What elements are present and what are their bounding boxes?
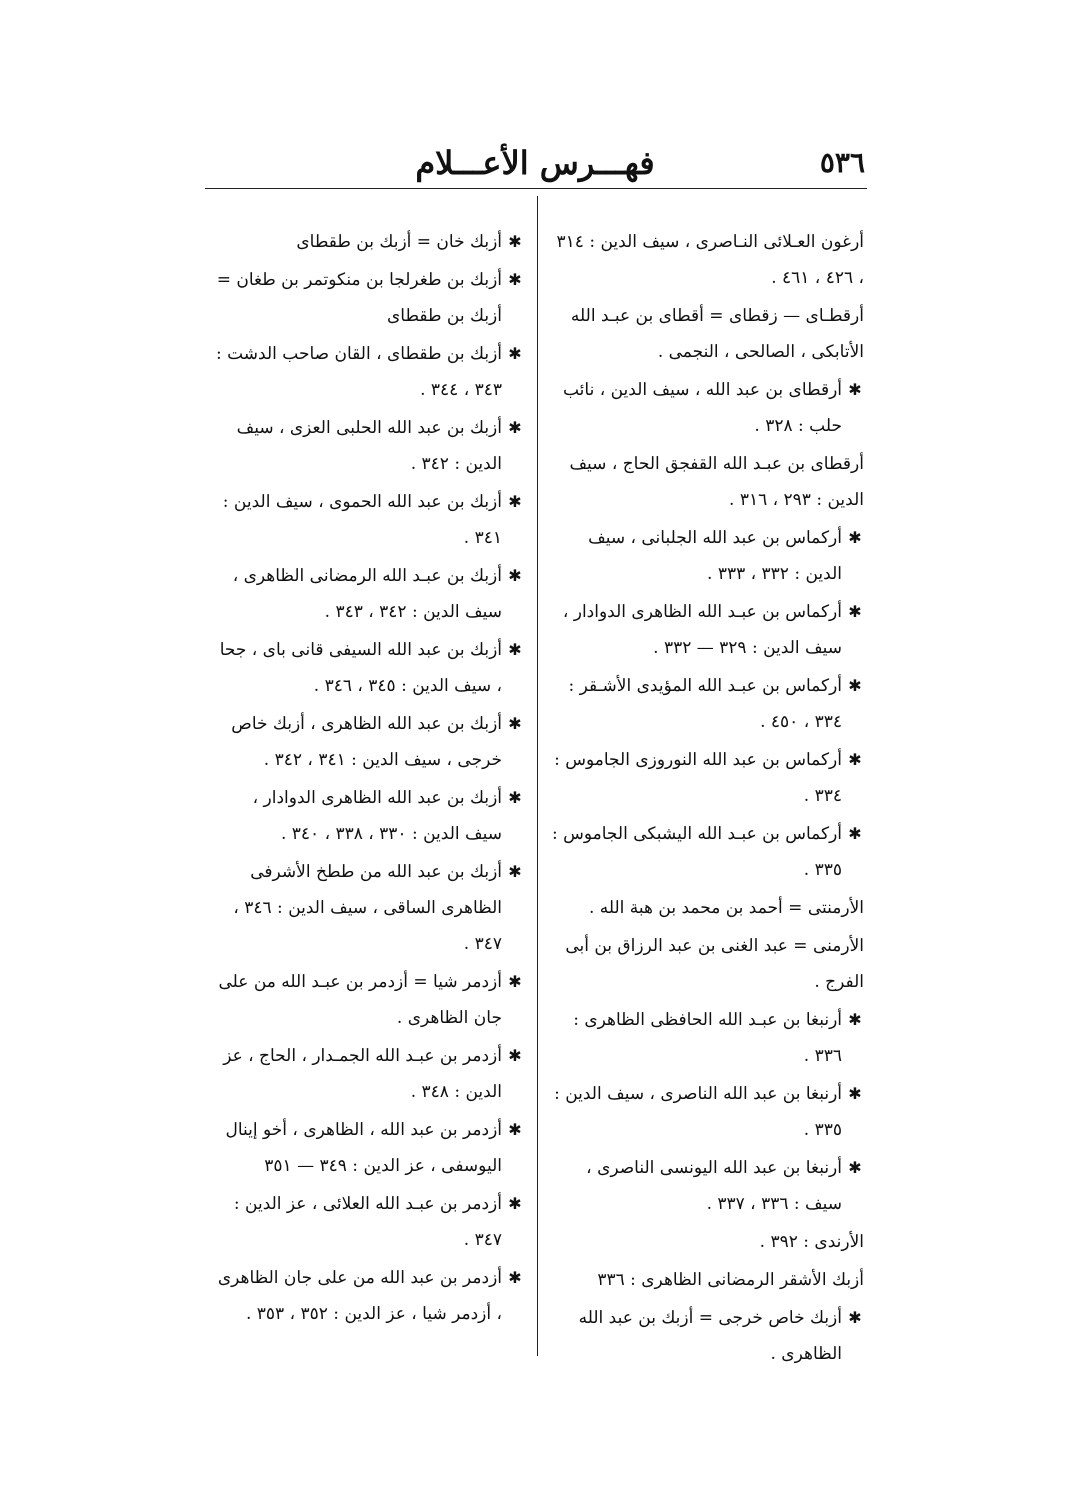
index-entry-text: أزدمر بن عبد الله ، الظاهرى ، أخو إينال اليوسفى ، عز الدين : ٣٤٩ — ٣٥١ bbox=[225, 1120, 502, 1176]
asterisk-icon: ✱ bbox=[848, 1158, 862, 1177]
index-entry bbox=[212, 484, 524, 556]
index-entry-text: أركماس بن عبـد الله المؤيدى الأشـقر : ٣٣٤ ، ٤٥٠ . bbox=[568, 676, 842, 732]
asterisk-icon: ✱ bbox=[848, 380, 862, 399]
index-entry-text: أزبك الأشقر الرمضانى الظاهرى : ٣٣٦ bbox=[597, 1270, 864, 1290]
index-entry bbox=[552, 1262, 864, 1298]
index-entry bbox=[552, 816, 864, 888]
header-divider bbox=[205, 188, 867, 189]
page-header bbox=[205, 140, 865, 186]
asterisk-icon: ✱ bbox=[508, 1046, 522, 1065]
asterisk-icon: ✱ bbox=[508, 492, 522, 511]
index-column-right bbox=[552, 224, 864, 1374]
index-entry-text: أزبك خاص خرجى = أزبك بن عبد الله الظاهرى . bbox=[578, 1308, 842, 1364]
index-entry bbox=[212, 964, 524, 1036]
index-entry-text: أزدمر بن عبـد الله الجمـدار ، الحاج ، عز الدين : ٣٤٨ . bbox=[223, 1046, 502, 1102]
index-entry-text: أرنبغا بن عبد الله اليونسى الناصرى ، سيف : ٣٣٦ ، ٣٣٧ . bbox=[586, 1158, 842, 1214]
asterisk-icon: ✱ bbox=[508, 232, 522, 251]
asterisk-icon: ✱ bbox=[508, 862, 522, 881]
index-entry-text: أزبك بن عبـد الله الرمضانى الظاهرى ، سيف الدين : ٣٤٢ ، ٣٤٣ . bbox=[232, 566, 502, 622]
index-entry-text: أزدمر بن عبـد الله العلائى ، عز الدين : ٣٤٧ . bbox=[233, 1194, 502, 1250]
index-entry-text: أركماس بن عبـد الله اليشبكى الجاموس : ٣٣٥ . bbox=[551, 824, 842, 880]
index-entry bbox=[212, 706, 524, 778]
asterisk-icon: ✱ bbox=[508, 972, 522, 991]
asterisk-icon: ✱ bbox=[848, 750, 862, 769]
asterisk-icon: ✱ bbox=[508, 1120, 522, 1139]
index-entry bbox=[552, 298, 864, 370]
asterisk-icon: ✱ bbox=[508, 1268, 522, 1287]
index-entry-text: أرنبغا بن عبـد الله الحافظى الظاهرى : ٣٣٦ . bbox=[573, 1010, 842, 1066]
index-entry-text: أزبك بن عبد الله من ططخ الأشرفى الظاهرى الساقى ، سيف الدين : ٣٤٦ ، ٣٤٧ . bbox=[233, 862, 502, 954]
asterisk-icon: ✱ bbox=[848, 824, 862, 843]
index-entry bbox=[212, 1186, 524, 1258]
index-entry-text: أزبك بن عبد الله الظاهرى ، أزبك خاص خرجى ، سيف الدين : ٣٤١ ، ٣٤٢ . bbox=[231, 714, 502, 770]
index-entry-text: أركماس بن عبـد الله الظاهرى الدوادار ، سيف الدين : ٣٢٩ — ٣٣٢ . bbox=[562, 602, 842, 658]
index-entry bbox=[552, 1002, 864, 1074]
index-entry bbox=[552, 668, 864, 740]
asterisk-icon: ✱ bbox=[508, 1194, 522, 1213]
index-entry bbox=[212, 632, 524, 704]
page-title: فهـــرس الأعـــلام bbox=[415, 144, 655, 182]
index-entry-text: الأرمنتى = أحمد بن محمد بن هبة الله . bbox=[588, 898, 864, 918]
index-entry bbox=[552, 1150, 864, 1222]
asterisk-icon: ✱ bbox=[848, 676, 862, 695]
index-entry-text: أزبك بن عبد الله الحلبى العزى ، سيف الدين : ٣٤٢ . bbox=[236, 418, 502, 474]
index-entry-text: الأرندى : ٣٩٢ . bbox=[759, 1232, 864, 1252]
index-entry-text: أزبك بن عبد الله الحموى ، سيف الدين : ٣٤١ . bbox=[222, 492, 502, 548]
asterisk-icon: ✱ bbox=[848, 528, 862, 547]
index-entry bbox=[552, 1300, 864, 1372]
index-entry bbox=[552, 520, 864, 592]
index-entry bbox=[212, 1112, 524, 1184]
asterisk-icon: ✱ bbox=[848, 1084, 862, 1103]
index-entry bbox=[212, 1260, 524, 1332]
index-entry-text: أزبك بن طغرلجا بن منكوتمر بن طغان = أزبك بن طقطاى bbox=[216, 270, 502, 326]
index-entry bbox=[212, 854, 524, 962]
index-entry-text: أرقطـاى — زقطاى = أقطاى بن عبـد الله الأتابكى ، الصالحى ، النجمى . bbox=[570, 306, 864, 362]
index-entry-text: أركماس بن عبد الله الجلبانى ، سيف الدين : ٣٣٢ ، ٣٣٣ . bbox=[588, 528, 842, 584]
index-entry bbox=[552, 372, 864, 444]
index-entry bbox=[552, 446, 864, 518]
index-entry-text: أزدمر شيا = أزدمر بن عبـد الله من على جان الظاهرى . bbox=[218, 972, 502, 1028]
index-entry bbox=[212, 780, 524, 852]
asterisk-icon: ✱ bbox=[508, 270, 522, 289]
index-entry-text: أزبك خان = أزبك بن طقطاى bbox=[296, 232, 502, 252]
index-entry bbox=[212, 336, 524, 408]
index-entry bbox=[212, 224, 524, 260]
asterisk-icon: ✱ bbox=[508, 566, 522, 585]
column-divider bbox=[537, 196, 538, 1356]
asterisk-icon: ✱ bbox=[508, 714, 522, 733]
index-entry-text: أزبك بن عبد الله الظاهرى الدوادار ، سيف الدين : ٣٣٠ ، ٣٣٨ ، ٣٤٠ . bbox=[252, 788, 502, 844]
index-entry-text: أزدمر بن عبد الله من على جان الظاهرى ، أزدمر شيا ، عز الدين : ٣٥٢ ، ٣٥٣ . bbox=[217, 1268, 502, 1324]
index-entry-text: أرنبغا بن عبد الله الناصرى ، سيف الدين : ٣٣٥ . bbox=[554, 1084, 842, 1140]
asterisk-icon: ✱ bbox=[508, 788, 522, 807]
index-entry bbox=[552, 928, 864, 1000]
index-entry-text: الأرمنى = عبد الغنى بن عبد الرزاق بن أبى الفرج . bbox=[565, 936, 864, 992]
index-entry-text: أركماس بن عبد الله النوروزى الجاموس : ٣٣٤ . bbox=[554, 750, 842, 806]
asterisk-icon: ✱ bbox=[508, 418, 522, 437]
index-entry bbox=[552, 742, 864, 814]
index-entry bbox=[212, 410, 524, 482]
index-entry-text: أرغون العـلائى النـاصرى ، سيف الدين : ٣١٤ ، ٤٢٦ ، ٤٦١ . bbox=[556, 232, 864, 288]
index-entry bbox=[552, 1224, 864, 1260]
index-entry-text: أرقطاى بن عبد الله ، سيف الدين ، نائب حلب : ٣٢٨ . bbox=[562, 380, 842, 436]
asterisk-icon: ✱ bbox=[508, 640, 522, 659]
index-entry-text: أزبك بن طقطاى ، القان صاحب الدشت : ٣٤٣ ، ٣٤٤ . bbox=[215, 344, 502, 400]
index-entry bbox=[212, 1038, 524, 1110]
asterisk-icon: ✱ bbox=[848, 1010, 862, 1029]
index-entry bbox=[552, 594, 864, 666]
asterisk-icon: ✱ bbox=[848, 1308, 862, 1327]
asterisk-icon: ✱ bbox=[508, 344, 522, 363]
index-entry bbox=[212, 262, 524, 334]
index-entry-text: أزبك بن عبد الله السيفى قانى باى ، جحا ، سيف الدين : ٣٤٥ ، ٣٤٦ . bbox=[219, 640, 502, 696]
index-entry bbox=[552, 1076, 864, 1148]
page-number: ٥٣٦ bbox=[819, 146, 865, 179]
asterisk-icon: ✱ bbox=[848, 602, 862, 621]
index-entry bbox=[552, 890, 864, 926]
index-entry bbox=[212, 558, 524, 630]
index-column-left bbox=[212, 224, 524, 1334]
index-entry-text: أرقطاى بن عبـد الله القفجق الحاج ، سيف الدين : ٢٩٣ ، ٣١٦ . bbox=[569, 454, 864, 510]
index-entry bbox=[552, 224, 864, 296]
